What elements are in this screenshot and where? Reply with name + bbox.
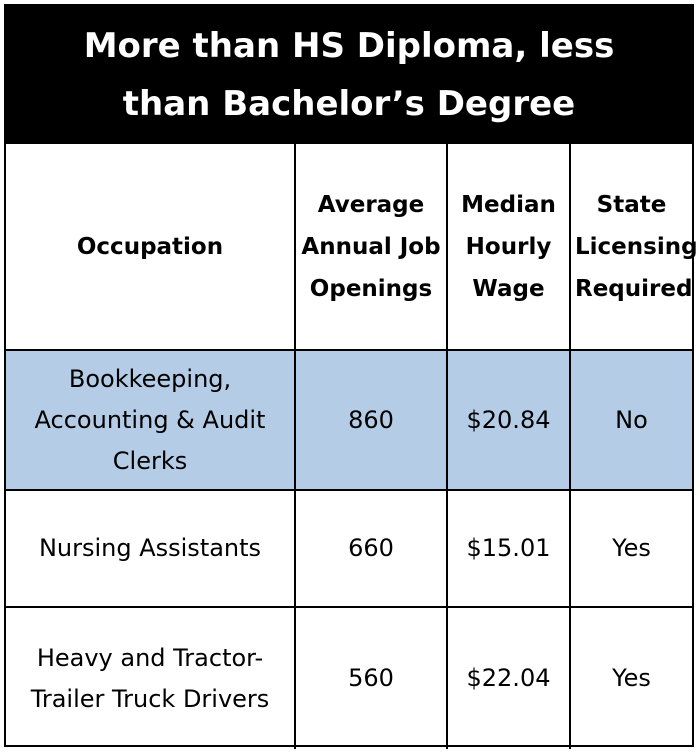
column-header-openings: Average Annual Job Openings: [295, 144, 447, 350]
table-row: [6, 350, 692, 490]
wage-cell: $20.84: [447, 350, 570, 490]
occupation-cell: Nursing Assistants: [6, 490, 295, 607]
header-row: [6, 144, 692, 350]
table-title-banner: [6, 6, 692, 144]
table-row: [6, 607, 692, 749]
table-frame: [4, 4, 698, 747]
occupation-cell: Heavy and Tractor-Trailer Truck Drivers: [6, 607, 295, 749]
column-header-wage: Median Hourly Wage: [447, 144, 570, 350]
occupation-cell: Bookkeeping, Accounting & Audit Clerks: [6, 350, 295, 490]
wage-cell: $15.01: [447, 490, 570, 607]
licensing-cell: Yes: [570, 607, 692, 749]
licensing-cell: No: [570, 350, 692, 490]
occupation-table: [6, 144, 698, 749]
column-header-occupation: Occupation: [6, 144, 295, 350]
openings-cell: 560: [295, 607, 447, 749]
wage-cell: $22.04: [447, 607, 570, 749]
openings-cell: 660: [295, 490, 447, 607]
openings-cell: 860: [295, 350, 447, 490]
column-header-licensing: State Licensing Required: [570, 144, 692, 350]
licensing-cell: Yes: [570, 490, 692, 607]
table-row: [6, 490, 692, 607]
table-title: More than HS Diploma, less than Bachelor’s Degree: [83, 26, 615, 124]
